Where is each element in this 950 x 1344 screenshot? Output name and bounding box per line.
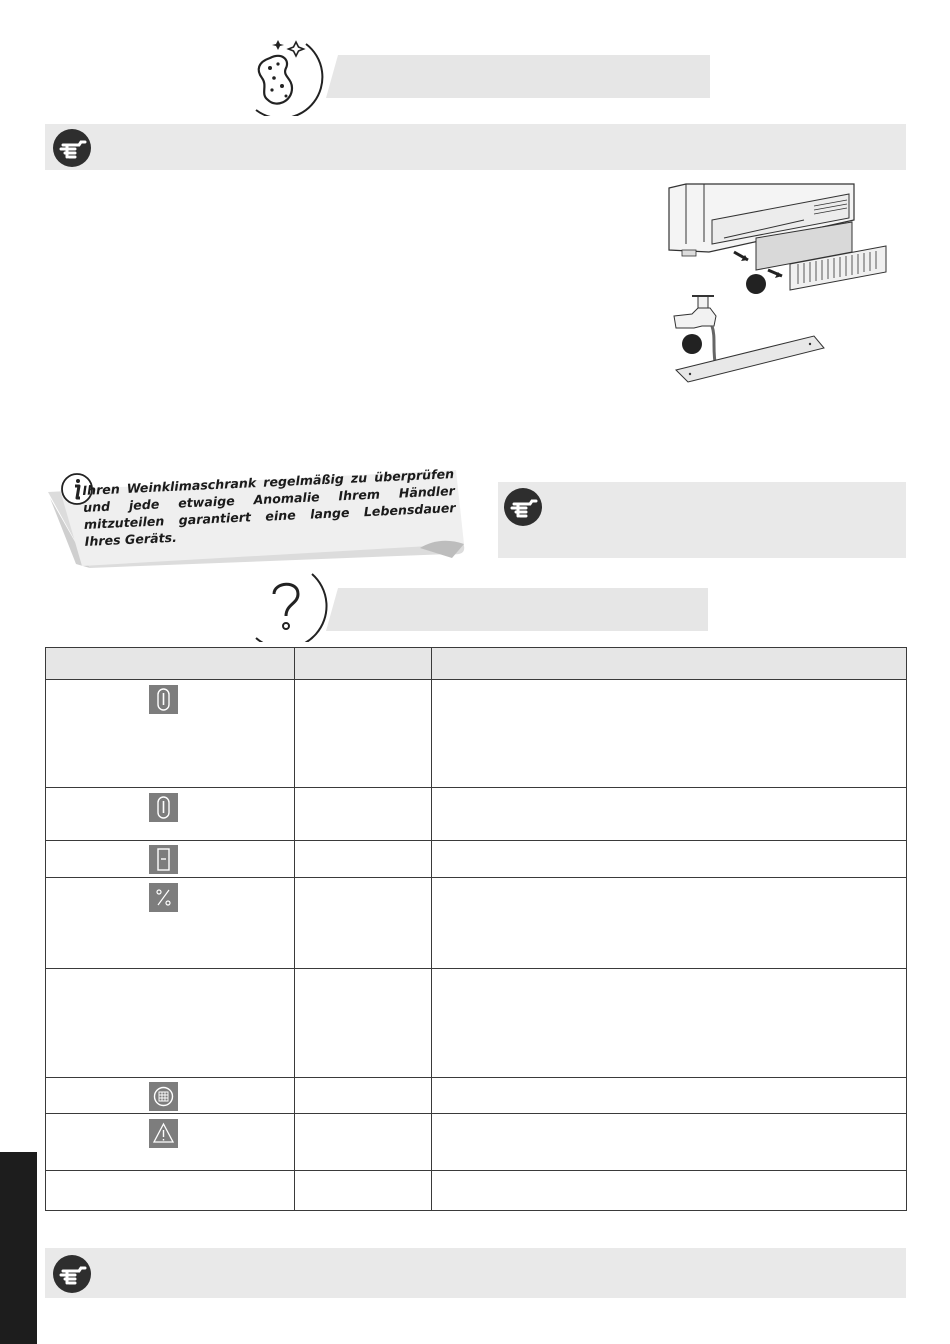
table-cell	[432, 788, 907, 841]
thermometer-icon	[149, 793, 178, 822]
table-cell	[46, 1171, 295, 1211]
table-row	[46, 878, 907, 969]
table-cell	[295, 969, 432, 1078]
table-header-cell	[432, 648, 907, 680]
table-cell	[295, 788, 432, 841]
hand-pointing-icon	[504, 488, 542, 526]
humidity-icon	[149, 883, 178, 912]
table-cell	[295, 1078, 432, 1114]
troubleshooting-section-title-bar	[326, 588, 708, 631]
table-cell	[432, 1078, 907, 1114]
table-cell	[46, 841, 295, 878]
table-header-row	[46, 648, 907, 680]
table-cell	[432, 878, 907, 969]
warning-triangle-icon	[149, 1119, 178, 1148]
table-cell	[432, 969, 907, 1078]
sponge-sparkle-icon	[248, 38, 328, 116]
table-cell	[46, 788, 295, 841]
troubleshooting-table	[45, 647, 907, 1211]
notice-box-right	[498, 482, 906, 558]
table-cell	[295, 841, 432, 878]
grille-removal-and-rinse-illustration	[664, 180, 909, 385]
table-cell	[432, 1171, 907, 1211]
cleaning-section-title-bar	[326, 55, 710, 98]
hand-pointing-icon	[53, 1255, 91, 1293]
table-cell	[46, 1114, 295, 1171]
table-row	[46, 1171, 907, 1211]
table-row	[46, 969, 907, 1078]
notice-bar-top	[45, 124, 906, 170]
table-cell	[46, 680, 295, 788]
table-cell	[295, 680, 432, 788]
table-cell	[46, 1078, 295, 1114]
table-cell	[432, 680, 907, 788]
language-side-tab	[0, 1152, 37, 1344]
hand-pointing-icon	[53, 129, 91, 167]
table-row	[46, 788, 907, 841]
table-cell	[432, 1114, 907, 1171]
table-cell	[295, 1114, 432, 1171]
question-mark-icon	[248, 570, 328, 642]
table-header-cell	[295, 648, 432, 680]
table-cell	[46, 878, 295, 969]
info-note-text: Ihren Weinklimaschrank regelmäßig zu überprüfen und jede etwaige Anomalie Ihrem Händler mitzuteilen garantiert eine lange Lebensdauer Ihres Geräts.	[82, 466, 456, 549]
table-cell	[432, 841, 907, 878]
table-row	[46, 841, 907, 878]
filter-grid-icon	[149, 1082, 178, 1111]
table-cell	[46, 969, 295, 1078]
door-icon	[149, 845, 178, 874]
table-row	[46, 1078, 907, 1114]
table-header-cell	[46, 648, 295, 680]
table-cell	[295, 1171, 432, 1211]
table-cell	[295, 878, 432, 969]
table-row	[46, 1114, 907, 1171]
table-row	[46, 680, 907, 788]
thermometer-icon	[149, 685, 178, 714]
notice-bar-bottom	[45, 1248, 906, 1298]
